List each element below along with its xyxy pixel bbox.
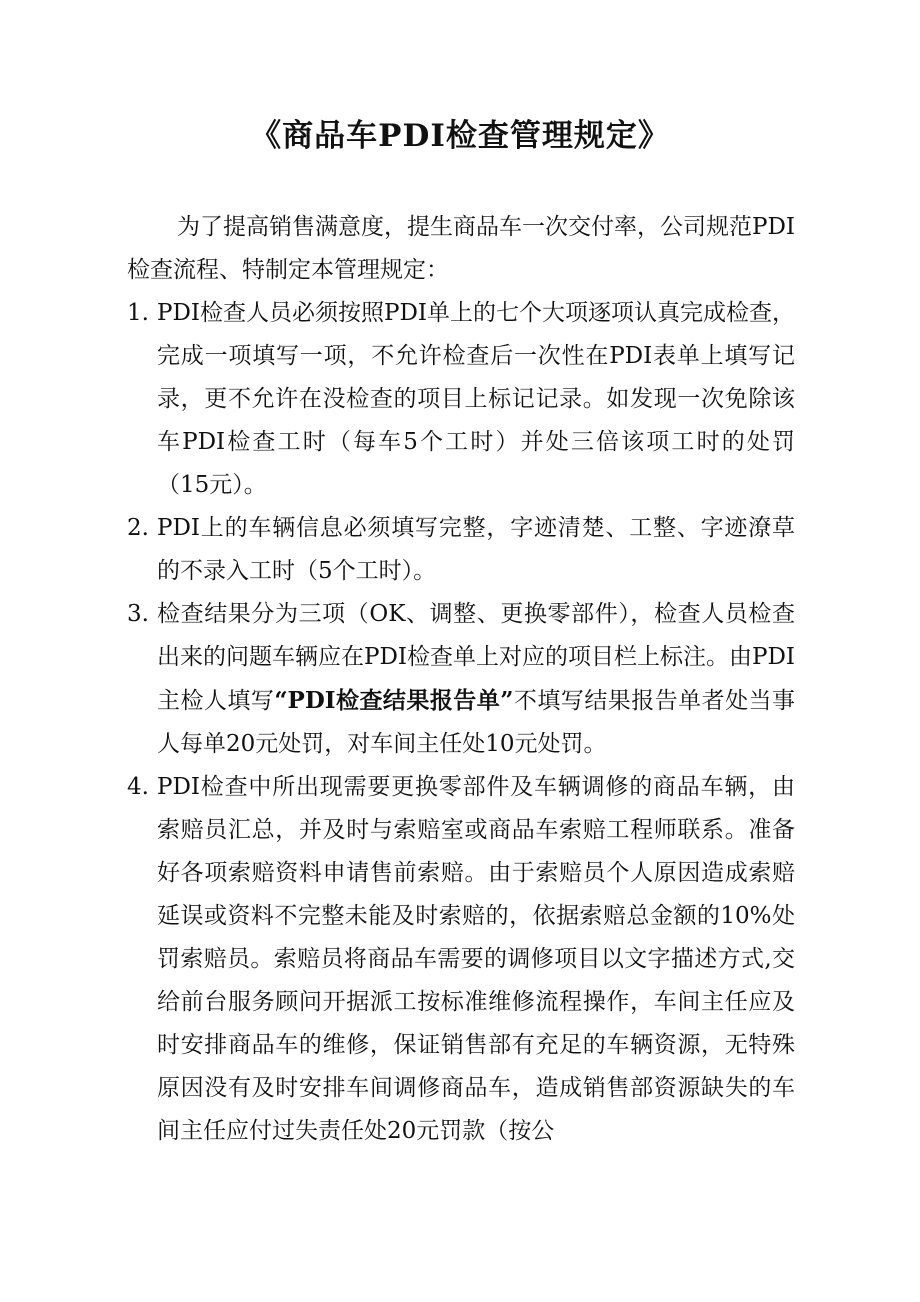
rule-number: 2. — [127, 515, 149, 541]
rule-text — [157, 593, 795, 766]
rule-text-before: 检查结果分为三项（OK、调整、更换零部件），检查人员检查出来的问题车辆应在PDI检查单上对应的项目栏上标注。由PDI主检人填写 — [157, 601, 796, 714]
document-body — [127, 206, 795, 1153]
rule-text: PDI检查中所出现需要更换零部件及车辆调修的商品车辆，由索赔员汇总，并及时与索赔室或商品车索赔工程师联系。准备好各项索赔资料申请售前索赔。由于索赔员个人原因造成索赔延误或资料不完整未能及时索赔的，依据索赔总金额的10%处罚索赔员。索赔员将商品车需要的调修项目以文字描述方式,交给前台服务顾问开据派工按标准维修流程操作，车间主任应及时安排商品车的维修，保证销售部有充足的车辆资源，无特殊原因没有及时安排车间调修商品车，造成销售部资源缺失的车间主任应付过失责任处20元罚款（按公 — [157, 774, 795, 1144]
intro-paragraph: 为了提高销售满意度，提生商品车一次交付率，公司规范PDI检查流程、特制定本管理规定： — [127, 214, 796, 283]
rule-text-after: 不填写结果报告单者处当事人每单20元处罚，对车间主任处10元处罚。 — [157, 688, 796, 757]
rule-number: 4. — [127, 774, 149, 800]
rule-item-2 — [127, 507, 795, 593]
rule-text: PDI检查人员必须按照PDI单上的七个大项逐项认真完成检查，完成一项填写一项，不允许检查后一次性在PDI表单上填写记录，更不允许在没检查的项目上标记记录。如发现一次免除该车PDI检查工时（每车5个工时）并处三倍该项工时的处罚（15元）。 — [157, 300, 796, 498]
report-form-name: “PDI检查结果报告单” — [274, 687, 514, 714]
rule-number: 3. — [127, 601, 149, 627]
rule-number: 1. — [127, 300, 149, 326]
document-title: 《商品车PDI检查管理规定》 — [250, 118, 670, 154]
rule-item-4 — [127, 766, 795, 1153]
rule-item-1 — [127, 292, 795, 507]
rule-text: PDI上的车辆信息必须填写完整，字迹清楚、工整、字迹潦草的不录入工时（5个工时）。 — [157, 515, 795, 584]
rule-item-3 — [127, 593, 795, 766]
